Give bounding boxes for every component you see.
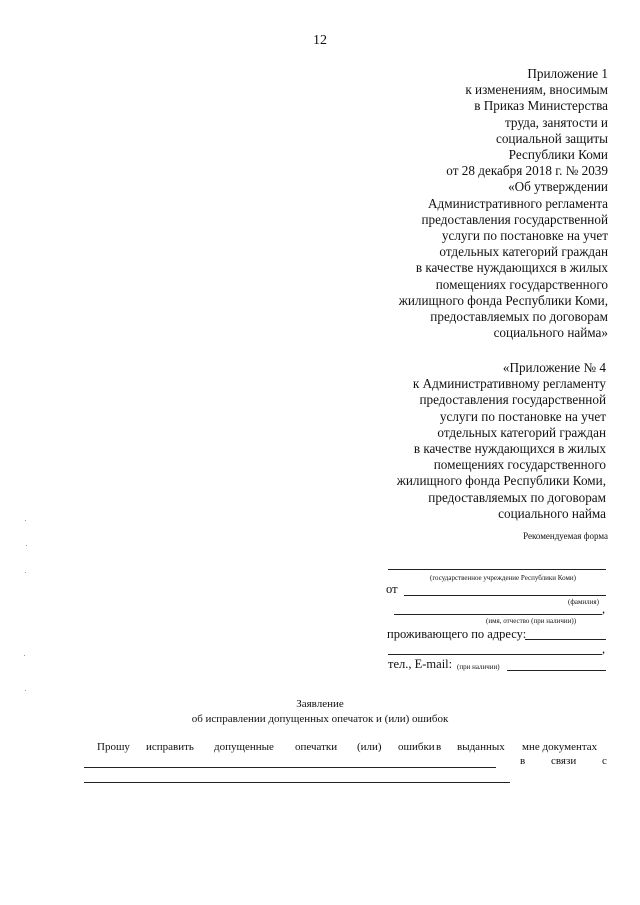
- header-line: Приложение 1: [527, 66, 608, 81]
- body-word: Прошу: [97, 741, 130, 753]
- appendix-4-header: [397, 360, 606, 522]
- page-number: 12: [313, 33, 327, 48]
- from-label: от: [386, 582, 398, 596]
- scan-speck: [26, 545, 27, 546]
- body-word: мне документах: [522, 741, 598, 753]
- reason-line[interactable]: [84, 782, 510, 783]
- body-word: выданных: [457, 741, 505, 753]
- header-line: помещениях государственного: [435, 276, 608, 292]
- name-comma: ,: [602, 602, 606, 616]
- header-line: «Об утверждении: [508, 179, 608, 195]
- address-comma: ,: [602, 642, 606, 656]
- surname-line[interactable]: [404, 595, 606, 596]
- phone-label: тел., E-mail:: [388, 657, 453, 671]
- body-word: допущенные: [214, 741, 274, 753]
- header-line: социального найма: [498, 505, 606, 521]
- header-line: Административного регламента: [428, 195, 608, 211]
- header-line: предоставляемых по договорам: [428, 489, 606, 505]
- header-line: труда, занятости и: [505, 114, 608, 130]
- institution-caption: (государственное учреждение Республики Коми): [430, 574, 576, 582]
- appendix-1-header: [399, 66, 608, 341]
- address-line[interactable]: [525, 639, 606, 640]
- surname-caption: (фамилия): [568, 598, 599, 606]
- header-line: Республики Коми: [508, 147, 608, 163]
- scan-speck: [25, 572, 26, 573]
- scan-speck: [25, 520, 26, 521]
- header-line: отдельных категорий граждан: [439, 244, 608, 260]
- header-line: помещениях государственного: [433, 457, 606, 473]
- header-line: социальной защиты: [495, 130, 608, 146]
- header-line: социального найма»: [493, 325, 608, 341]
- name-line[interactable]: [394, 614, 602, 615]
- header-line: в Приказ Министерства: [474, 98, 608, 114]
- body-word: в: [520, 755, 526, 767]
- header-line: жилищного фонда Республики Коми,: [396, 473, 606, 489]
- phone-caption: (при наличии): [457, 663, 500, 671]
- body-word: (или): [357, 741, 382, 753]
- body-word: связи: [551, 755, 577, 767]
- header-line: предоставляемых по договорам: [430, 309, 608, 325]
- name-caption: (имя, отчество (при наличии)): [486, 617, 577, 625]
- body-word: ошибки: [398, 741, 435, 753]
- body-word: с: [602, 755, 607, 767]
- header-line: от 28 декабря 2018 г. № 2039: [446, 163, 608, 179]
- scan-speck: [25, 690, 26, 691]
- statement-subtitle: об исправлении допущенных опечаток и (или) ошибок: [191, 713, 449, 725]
- address-label: проживающего по адресу:: [387, 627, 527, 641]
- body-word: исправить: [146, 741, 194, 753]
- header-line: в качестве нуждающихся в жилых: [413, 441, 606, 457]
- header-line: к Административному регламенту: [412, 376, 606, 392]
- header-line: в качестве нуждающихся в жилых: [415, 260, 608, 276]
- scan-speck: [24, 655, 25, 656]
- header-line: жилищного фонда Республики Коми,: [398, 292, 608, 308]
- body-word: в: [436, 741, 442, 753]
- header-line: «Приложение № 4: [502, 360, 606, 375]
- header-line: предоставления государственной: [421, 211, 608, 227]
- header-line: отдельных категорий граждан: [437, 424, 606, 440]
- header-line: услуги по постановке на учет: [439, 408, 606, 424]
- body-word: опечатки: [295, 741, 338, 753]
- documents-line[interactable]: [84, 767, 496, 768]
- statement-title: Заявление: [296, 698, 344, 710]
- header-line: к изменениям, вносимым: [465, 82, 608, 98]
- header-line: услуги по постановке на учет: [441, 228, 608, 244]
- recommended-form-label: Рекомендуемая форма: [523, 531, 608, 541]
- phone-line[interactable]: [507, 670, 606, 671]
- address-line-2[interactable]: [388, 654, 602, 655]
- institution-line[interactable]: [388, 569, 606, 570]
- header-line: предоставления государственной: [419, 392, 606, 408]
